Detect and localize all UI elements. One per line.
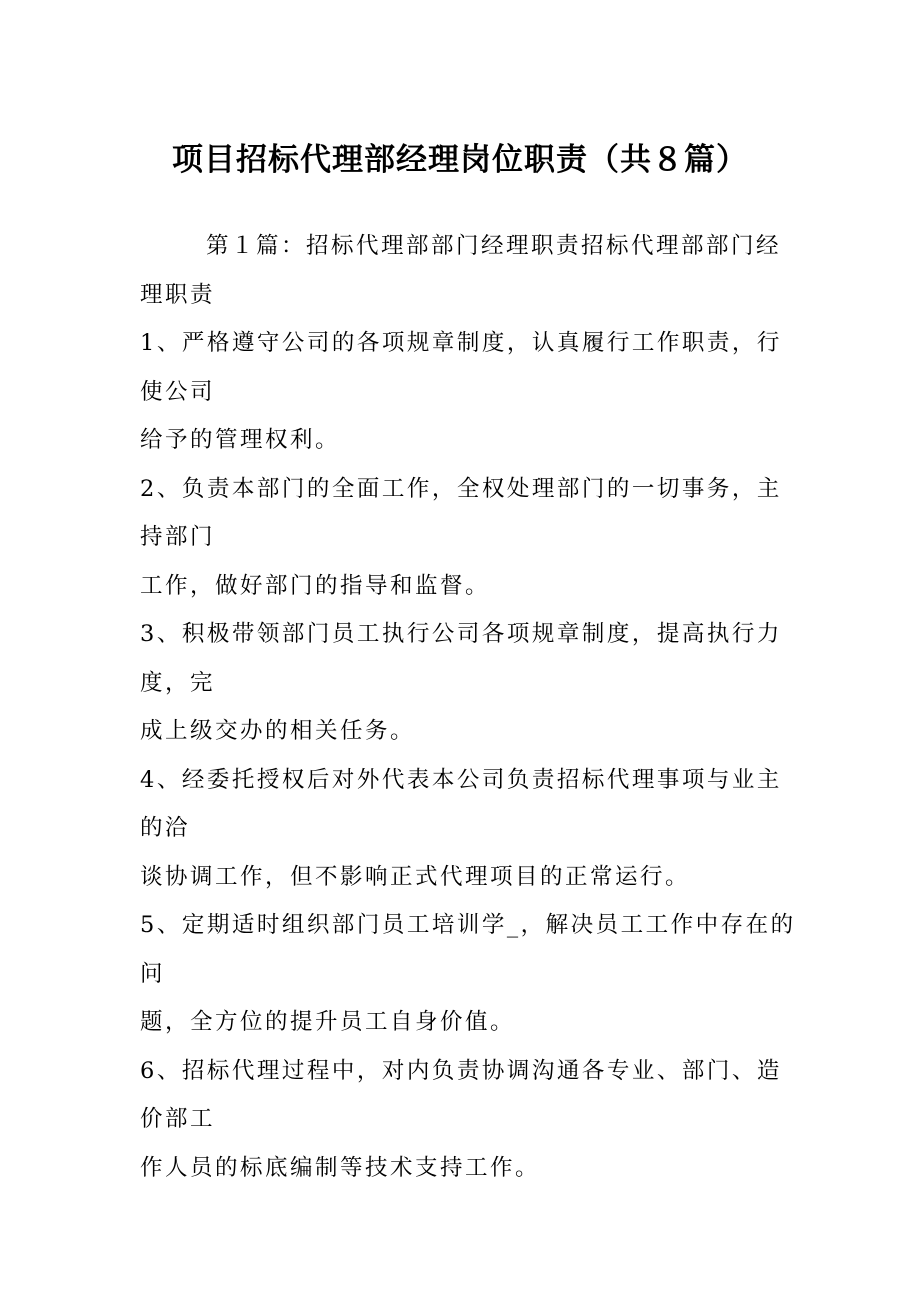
text-line: 理职责	[140, 281, 216, 308]
text-line: 的洽	[140, 815, 191, 841]
text-line: 使公司	[140, 378, 216, 405]
text-line: 度，完	[140, 669, 216, 696]
text-line: 3、积极带领部门员工执行公司各项规章制度，提高执行力	[140, 621, 782, 647]
text-line: 2、负责本部门的全面工作，全权处理部门的一切事务，主	[140, 475, 782, 502]
text-line: 问	[140, 960, 166, 987]
text-line: 作人员的标底编制等技术支持工作。	[140, 1154, 541, 1181]
text-line: 1、严格遵守公司的各项规章制度，认真履行工作职责，行	[140, 330, 782, 356]
text-line: 5、定期适时组织部门员工培训学_，解决员工工作中存在的	[140, 912, 796, 938]
text-line: 题，全方位的提升员工自身价值。	[140, 1009, 516, 1035]
text-line: 工作，做好部门的指导和监督。	[140, 572, 491, 599]
document-title: 项目招标代理部经理岗位职责（共８篇）	[172, 142, 748, 178]
text-line: 给予的管理权利。	[140, 427, 341, 453]
text-line: 谈协调工作，但不影响正式代理项目的正常运行。	[140, 863, 691, 890]
document-body	[140, 222, 796, 1192]
text-line: 价部工	[140, 1106, 216, 1132]
text-line: 4、经委托授权后对外代表本公司负责招标代理事项与业主	[140, 766, 782, 793]
text-line: 6、招标代理过程中，对内负责协调沟通各专业、部门、造	[140, 1057, 782, 1084]
text-line: 持部门	[140, 524, 216, 550]
text-line: 成上级交办的相关任务。	[140, 718, 416, 744]
section-heading-line: 第１篇：招标代理部部门经理职责招标代理部部门经	[206, 233, 782, 259]
